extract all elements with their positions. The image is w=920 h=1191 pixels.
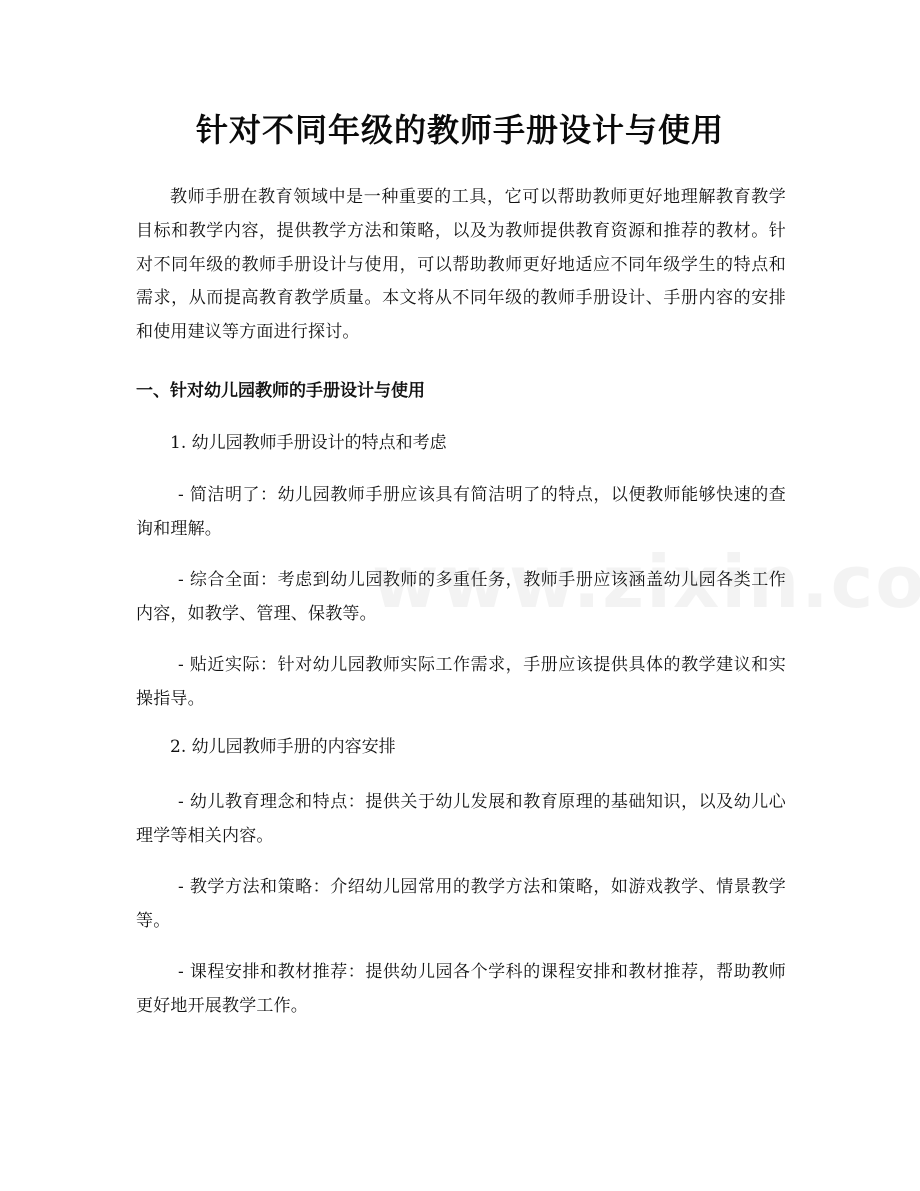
list-item-philosophy: - 幼儿教育理念和特点：提供关于幼儿发展和教育原理的基础知识，以及幼儿心理学等相关内容。 xyxy=(136,792,786,846)
subsection-title-content: 2. 幼儿园教师手册的内容安排 xyxy=(170,737,396,757)
document-title: 针对不同年级的教师手册设计与使用 xyxy=(195,111,724,149)
subsection-title-design: 1. 幼儿园教师手册设计的特点和考虑 xyxy=(170,433,447,453)
list-item-methods: - 教学方法和策略：介绍幼儿园常用的教学方法和策略，如游戏教学、情景教学等。 xyxy=(136,877,786,931)
section-heading-kindergarten: 一、针对幼儿园教师的手册设计与使用 xyxy=(136,381,425,401)
intro-paragraph: 教师手册在教育领域中是一种重要的工具，它可以帮助教师更好地理解教育教学目标和教学内容，提供教学方法和策略，以及为教师提供教育资源和推荐的教材。针对不同年级的教师手册设计与使用，可以帮助教师更好地适应不同年级学生的特点和需求，从而提高教育教学质量。本文将从不同年级的教师手册设计、手册内容的安排和使用建议等方面进行探讨。 xyxy=(136,187,786,343)
list-item-practical: - 贴近实际：针对幼儿园教师实际工作需求，手册应该提供具体的教学建议和实操指导。 xyxy=(136,655,786,709)
list-item-concise: - 简洁明了：幼儿园教师手册应该具有简洁明了的特点，以便教师能够快速的查询和理解。 xyxy=(136,485,786,539)
list-item-curriculum: - 课程安排和教材推荐：提供幼儿园各个学科的课程安排和教材推荐，帮助教师更好地开展教学工作。 xyxy=(136,962,786,1016)
list-item-comprehensive: - 综合全面：考虑到幼儿园教师的多重任务，教师手册应该涵盖幼儿园各类工作内容，如教学、管理、保教等。 xyxy=(136,570,786,624)
